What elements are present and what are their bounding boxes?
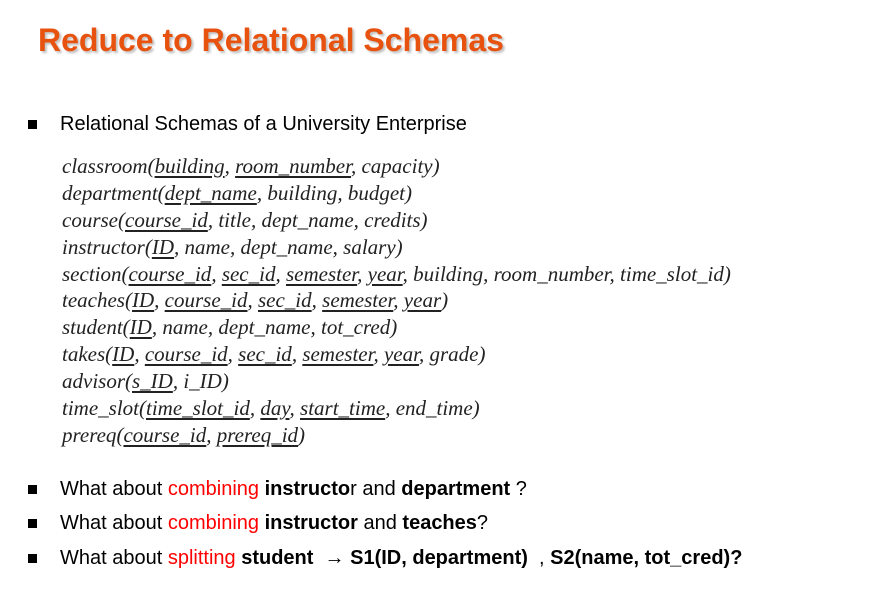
attribute: building xyxy=(267,180,338,205)
primary-key-attribute: course_id xyxy=(125,207,208,232)
primary-key-attribute: sec_id xyxy=(221,261,276,286)
primary-key-attribute: year xyxy=(383,342,419,367)
bullet-square-icon xyxy=(28,519,37,528)
bullet-square-icon xyxy=(28,485,37,494)
intro-text: Relational Schemas of a University Enterprise xyxy=(60,113,467,135)
slide-title: Reduce to Relational Schemas xyxy=(38,22,504,58)
bullet-square-icon xyxy=(28,120,37,129)
schema-name: takes xyxy=(62,342,106,367)
bullet-square-icon xyxy=(28,554,37,563)
primary-key-attribute: day xyxy=(260,396,290,421)
primary-key-attribute: s_ID xyxy=(132,369,173,394)
attribute: dept_name xyxy=(240,234,333,259)
schema-name: section xyxy=(62,261,122,286)
arrow-icon: → xyxy=(313,547,351,569)
primary-key-attribute: course_id xyxy=(144,342,228,367)
attribute: title xyxy=(218,207,251,232)
schema-name: course xyxy=(62,207,118,232)
attribute: i_ID xyxy=(183,369,222,394)
schema-student: student(ID, name, dept_name, tot_cred) xyxy=(62,315,398,340)
schema-advisor: advisor(s_ID, i_ID) xyxy=(62,369,229,394)
primary-key-attribute: ID xyxy=(129,315,152,340)
attribute: capacity xyxy=(361,154,433,178)
schema-prereq: prereq(course_id, prereq_id) xyxy=(62,422,306,447)
schema-name: instructor xyxy=(62,234,145,259)
primary-key-attribute: year xyxy=(403,288,442,313)
schema-name: advisor xyxy=(62,369,125,394)
primary-key-attribute: prereq_id xyxy=(216,422,299,447)
attribute: grade xyxy=(429,342,479,367)
schema-name: time_slot xyxy=(62,396,139,421)
question-1-text: What about combining instructor and department ? xyxy=(60,478,527,500)
schema-name: teaches xyxy=(62,288,125,313)
primary-key-attribute: time_slot_id xyxy=(146,396,250,421)
primary-key-attribute: semester xyxy=(322,288,394,313)
schema-time-slot: time_slot(time_slot_id, day, start_time, end_time) xyxy=(62,396,480,421)
primary-key-attribute: semester xyxy=(285,261,358,286)
schema-teaches: teaches(ID, course_id, sec_id, semester, year) xyxy=(62,288,449,313)
primary-key-attribute: sec_id xyxy=(257,288,312,313)
attribute: credits xyxy=(364,207,421,232)
attribute: end_time xyxy=(395,396,473,421)
primary-key-attribute: building xyxy=(154,154,225,178)
primary-key-attribute: ID xyxy=(131,288,155,313)
primary-key-attribute: semester xyxy=(302,342,374,367)
schema-instructor: instructor(ID, name, dept_name, salary) xyxy=(62,234,403,259)
question-3-text: What about splitting student → S1(ID, department) , S2(name, tot_cred)? xyxy=(60,547,743,569)
schema-department: department(dept_name, building, budget) xyxy=(62,180,412,205)
schema-classroom: classroom(building, room_number, capacity) xyxy=(62,154,440,178)
primary-key-attribute: course_id xyxy=(123,422,207,447)
question-2-text: What about combining instructor and teaches? xyxy=(60,512,489,534)
attribute: time_slot_id xyxy=(620,261,724,286)
attribute: building xyxy=(413,261,484,286)
schema-list xyxy=(62,153,731,449)
attribute: salary xyxy=(343,234,396,259)
primary-key-attribute: ID xyxy=(151,234,175,259)
attribute: name xyxy=(162,315,208,340)
schema-section: section(course_id, sec_id, semester, year, building, room_number, time_slot_id) xyxy=(62,261,731,286)
schema-name: department xyxy=(62,180,158,205)
attribute: room_number xyxy=(493,261,610,286)
attribute: tot_cred xyxy=(321,315,391,340)
attribute: dept_name xyxy=(261,207,354,232)
schema-name: classroom xyxy=(62,154,148,178)
attribute: dept_name xyxy=(218,315,311,340)
schema-course: course(course_id, title, dept_name, credits) xyxy=(62,207,428,232)
primary-key-attribute: start_time xyxy=(300,396,386,421)
primary-key-attribute: dept_name xyxy=(164,180,257,205)
attribute: name xyxy=(184,234,231,259)
schema-name: student xyxy=(62,315,123,340)
schema-name: prereq xyxy=(62,422,117,447)
attribute: budget xyxy=(347,180,405,205)
primary-key-attribute: course_id xyxy=(128,261,212,286)
primary-key-attribute: ID xyxy=(112,342,135,367)
primary-key-attribute: year xyxy=(367,261,403,286)
primary-key-attribute: course_id xyxy=(164,288,248,313)
primary-key-attribute: room_number xyxy=(235,154,351,178)
schema-takes: takes(ID, course_id, sec_id, semester, year, grade) xyxy=(62,342,486,367)
primary-key-attribute: sec_id xyxy=(238,342,292,367)
